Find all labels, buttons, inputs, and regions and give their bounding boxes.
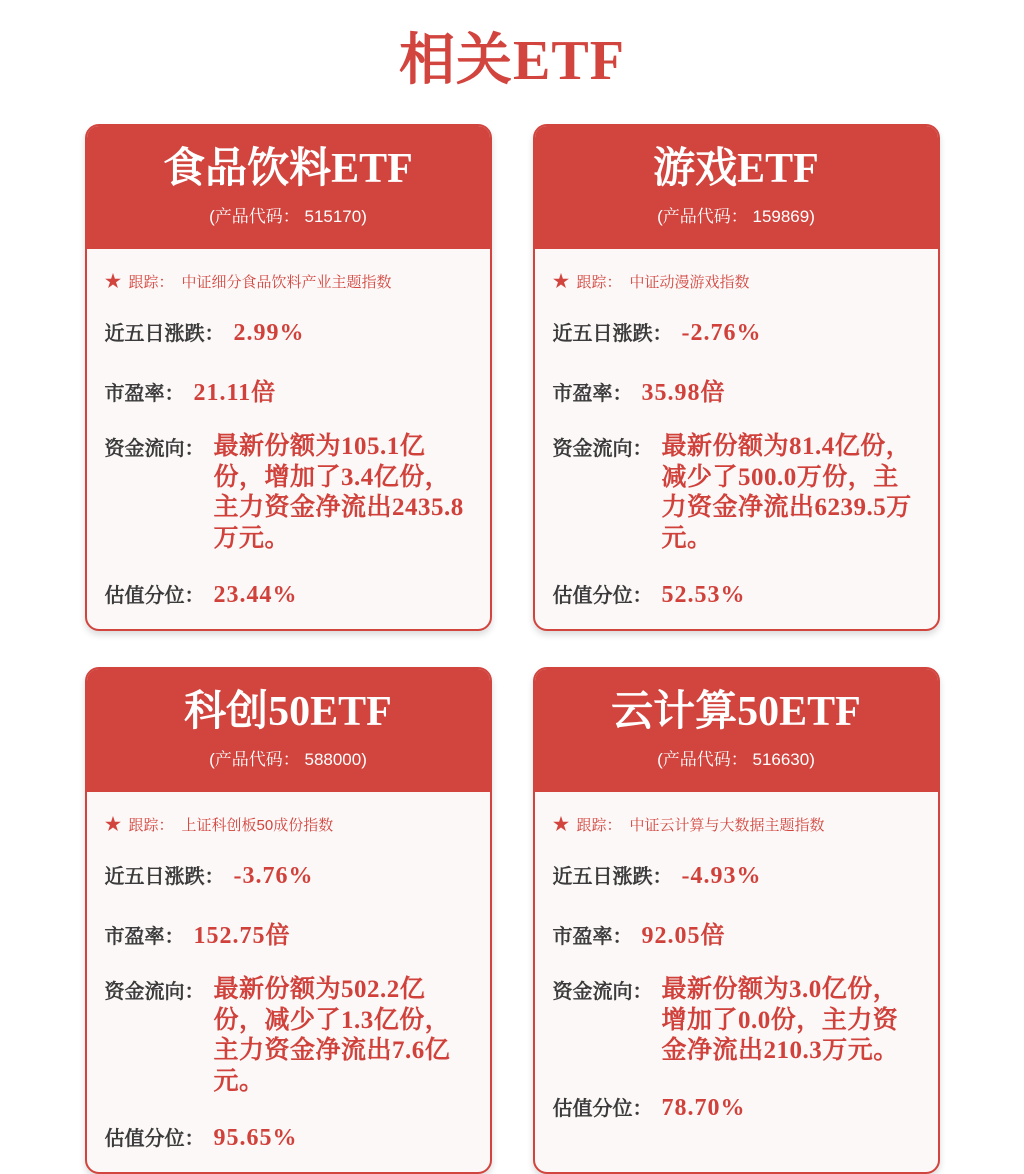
- valuation-percentile-label: 估值分位：: [104, 1128, 205, 1151]
- fund-flow-value: 最新份额为502.2亿份，减少了1.3亿份，主力资金净流出7.6亿元。: [213, 976, 451, 1095]
- fund-flow-row: [105, 975, 470, 1097]
- five-day-change-value: -3.76%: [233, 863, 314, 890]
- pe-ratio-value: 21.11倍: [193, 380, 277, 407]
- five-day-change-label: 近五日涨跌：: [552, 866, 673, 889]
- pe-ratio-row: [105, 372, 470, 407]
- star-icon: ★: [552, 815, 570, 835]
- tracked-index-name: 中证细分食品饮料产业主题指数: [181, 274, 392, 292]
- etf-card-star50: [85, 667, 492, 1174]
- five-day-change-row: [105, 860, 470, 890]
- valuation-percentile-row: [105, 579, 470, 609]
- five-day-change-label: 近五日涨跌：: [552, 323, 673, 346]
- valuation-percentile-row: [105, 1122, 470, 1152]
- pe-ratio-label: 市盈率：: [552, 383, 633, 406]
- five-day-change-row: [105, 317, 470, 347]
- card-body: [535, 249, 938, 629]
- track-label: 跟踪：: [576, 817, 622, 835]
- card-body: [535, 792, 938, 1172]
- card-header: [87, 669, 490, 792]
- five-day-change-value: -2.76%: [681, 320, 762, 347]
- valuation-percentile-value: 78.70%: [661, 1094, 746, 1121]
- tracked-index-name: 中证云计算与大数据主题指数: [629, 817, 825, 835]
- etf-name: 游戏ETF: [653, 146, 819, 192]
- star-icon: ★: [104, 815, 122, 835]
- track-row: [105, 814, 470, 835]
- star-icon: ★: [552, 272, 570, 292]
- valuation-percentile-value: 95.65%: [213, 1125, 298, 1152]
- pe-ratio-row: [553, 915, 918, 950]
- valuation-percentile-label: 估值分位：: [552, 585, 653, 608]
- etf-name: 科创50ETF: [184, 689, 392, 736]
- pe-ratio-label: 市盈率：: [552, 926, 633, 949]
- valuation-percentile-value: 52.53%: [661, 582, 746, 609]
- etf-cards-grid: [85, 124, 940, 1174]
- fund-flow-value: 最新份额为3.0亿份，增加了0.0份，主力资金净流出210.3万元。: [661, 976, 899, 1065]
- etf-card-food-beverage: [85, 124, 492, 631]
- five-day-change-row: [553, 317, 918, 347]
- fund-flow-label: 资金流向：: [552, 981, 653, 1004]
- card-header: [535, 126, 938, 249]
- pe-ratio-value: 35.98倍: [641, 380, 726, 407]
- fund-flow-value: 最新份额为81.4亿份，减少了500.0万份，主力资金净流出6239.5万元。: [661, 433, 912, 552]
- pe-ratio-value: 152.75倍: [193, 923, 291, 950]
- pe-ratio-value: 92.05倍: [641, 923, 726, 950]
- etf-name: 食品饮料ETF: [163, 146, 413, 192]
- tracked-index-name: 中证动漫游戏指数: [629, 274, 750, 292]
- five-day-change-row: [553, 860, 918, 890]
- fund-flow-row: [105, 432, 470, 554]
- etf-name: 云计算50ETF: [611, 689, 861, 736]
- track-label: 跟踪：: [128, 817, 174, 835]
- etf-product-code: (产品代码： 159869): [657, 207, 815, 227]
- card-header: [87, 126, 490, 249]
- fund-flow-row: [553, 975, 918, 1067]
- page-title: 相关ETF: [399, 30, 625, 92]
- valuation-percentile-row: [553, 1092, 918, 1122]
- track-label: 跟踪：: [576, 274, 622, 292]
- etf-product-code: (产品代码： 515170): [209, 207, 367, 227]
- five-day-change-value: 2.99%: [233, 320, 305, 347]
- pe-ratio-row: [105, 915, 470, 950]
- etf-product-code: (产品代码： 516630): [657, 750, 815, 770]
- fund-flow-label: 资金流向：: [552, 438, 653, 461]
- track-row: [553, 271, 918, 292]
- five-day-change-label: 近五日涨跌：: [104, 866, 225, 889]
- track-row: [105, 271, 470, 292]
- etf-product-code: (产品代码： 588000): [209, 750, 367, 770]
- pe-ratio-row: [553, 372, 918, 407]
- tracked-index-name: 上证科创板50成份指数: [181, 817, 334, 835]
- track-row: [553, 814, 918, 835]
- etf-card-gaming: [533, 124, 940, 631]
- fund-flow-label: 资金流向：: [104, 981, 205, 1004]
- fund-flow-label: 资金流向：: [104, 438, 205, 461]
- fund-flow-row: [553, 432, 918, 554]
- five-day-change-value: -4.93%: [681, 863, 762, 890]
- pe-ratio-label: 市盈率：: [104, 383, 185, 406]
- card-body: [87, 792, 490, 1172]
- track-label: 跟踪：: [128, 274, 174, 292]
- etf-card-cloud50: [533, 667, 940, 1174]
- card-body: [87, 249, 490, 629]
- card-header: [535, 669, 938, 792]
- valuation-percentile-label: 估值分位：: [104, 585, 205, 608]
- five-day-change-label: 近五日涨跌：: [104, 323, 225, 346]
- star-icon: ★: [104, 272, 122, 292]
- valuation-percentile-row: [553, 579, 918, 609]
- valuation-percentile-label: 估值分位：: [552, 1097, 653, 1120]
- fund-flow-value: 最新份额为105.1亿份，增加了3.4亿份，主力资金净流出2435.8万元。: [213, 433, 464, 552]
- valuation-percentile-value: 23.44%: [213, 582, 298, 609]
- pe-ratio-label: 市盈率：: [104, 926, 185, 949]
